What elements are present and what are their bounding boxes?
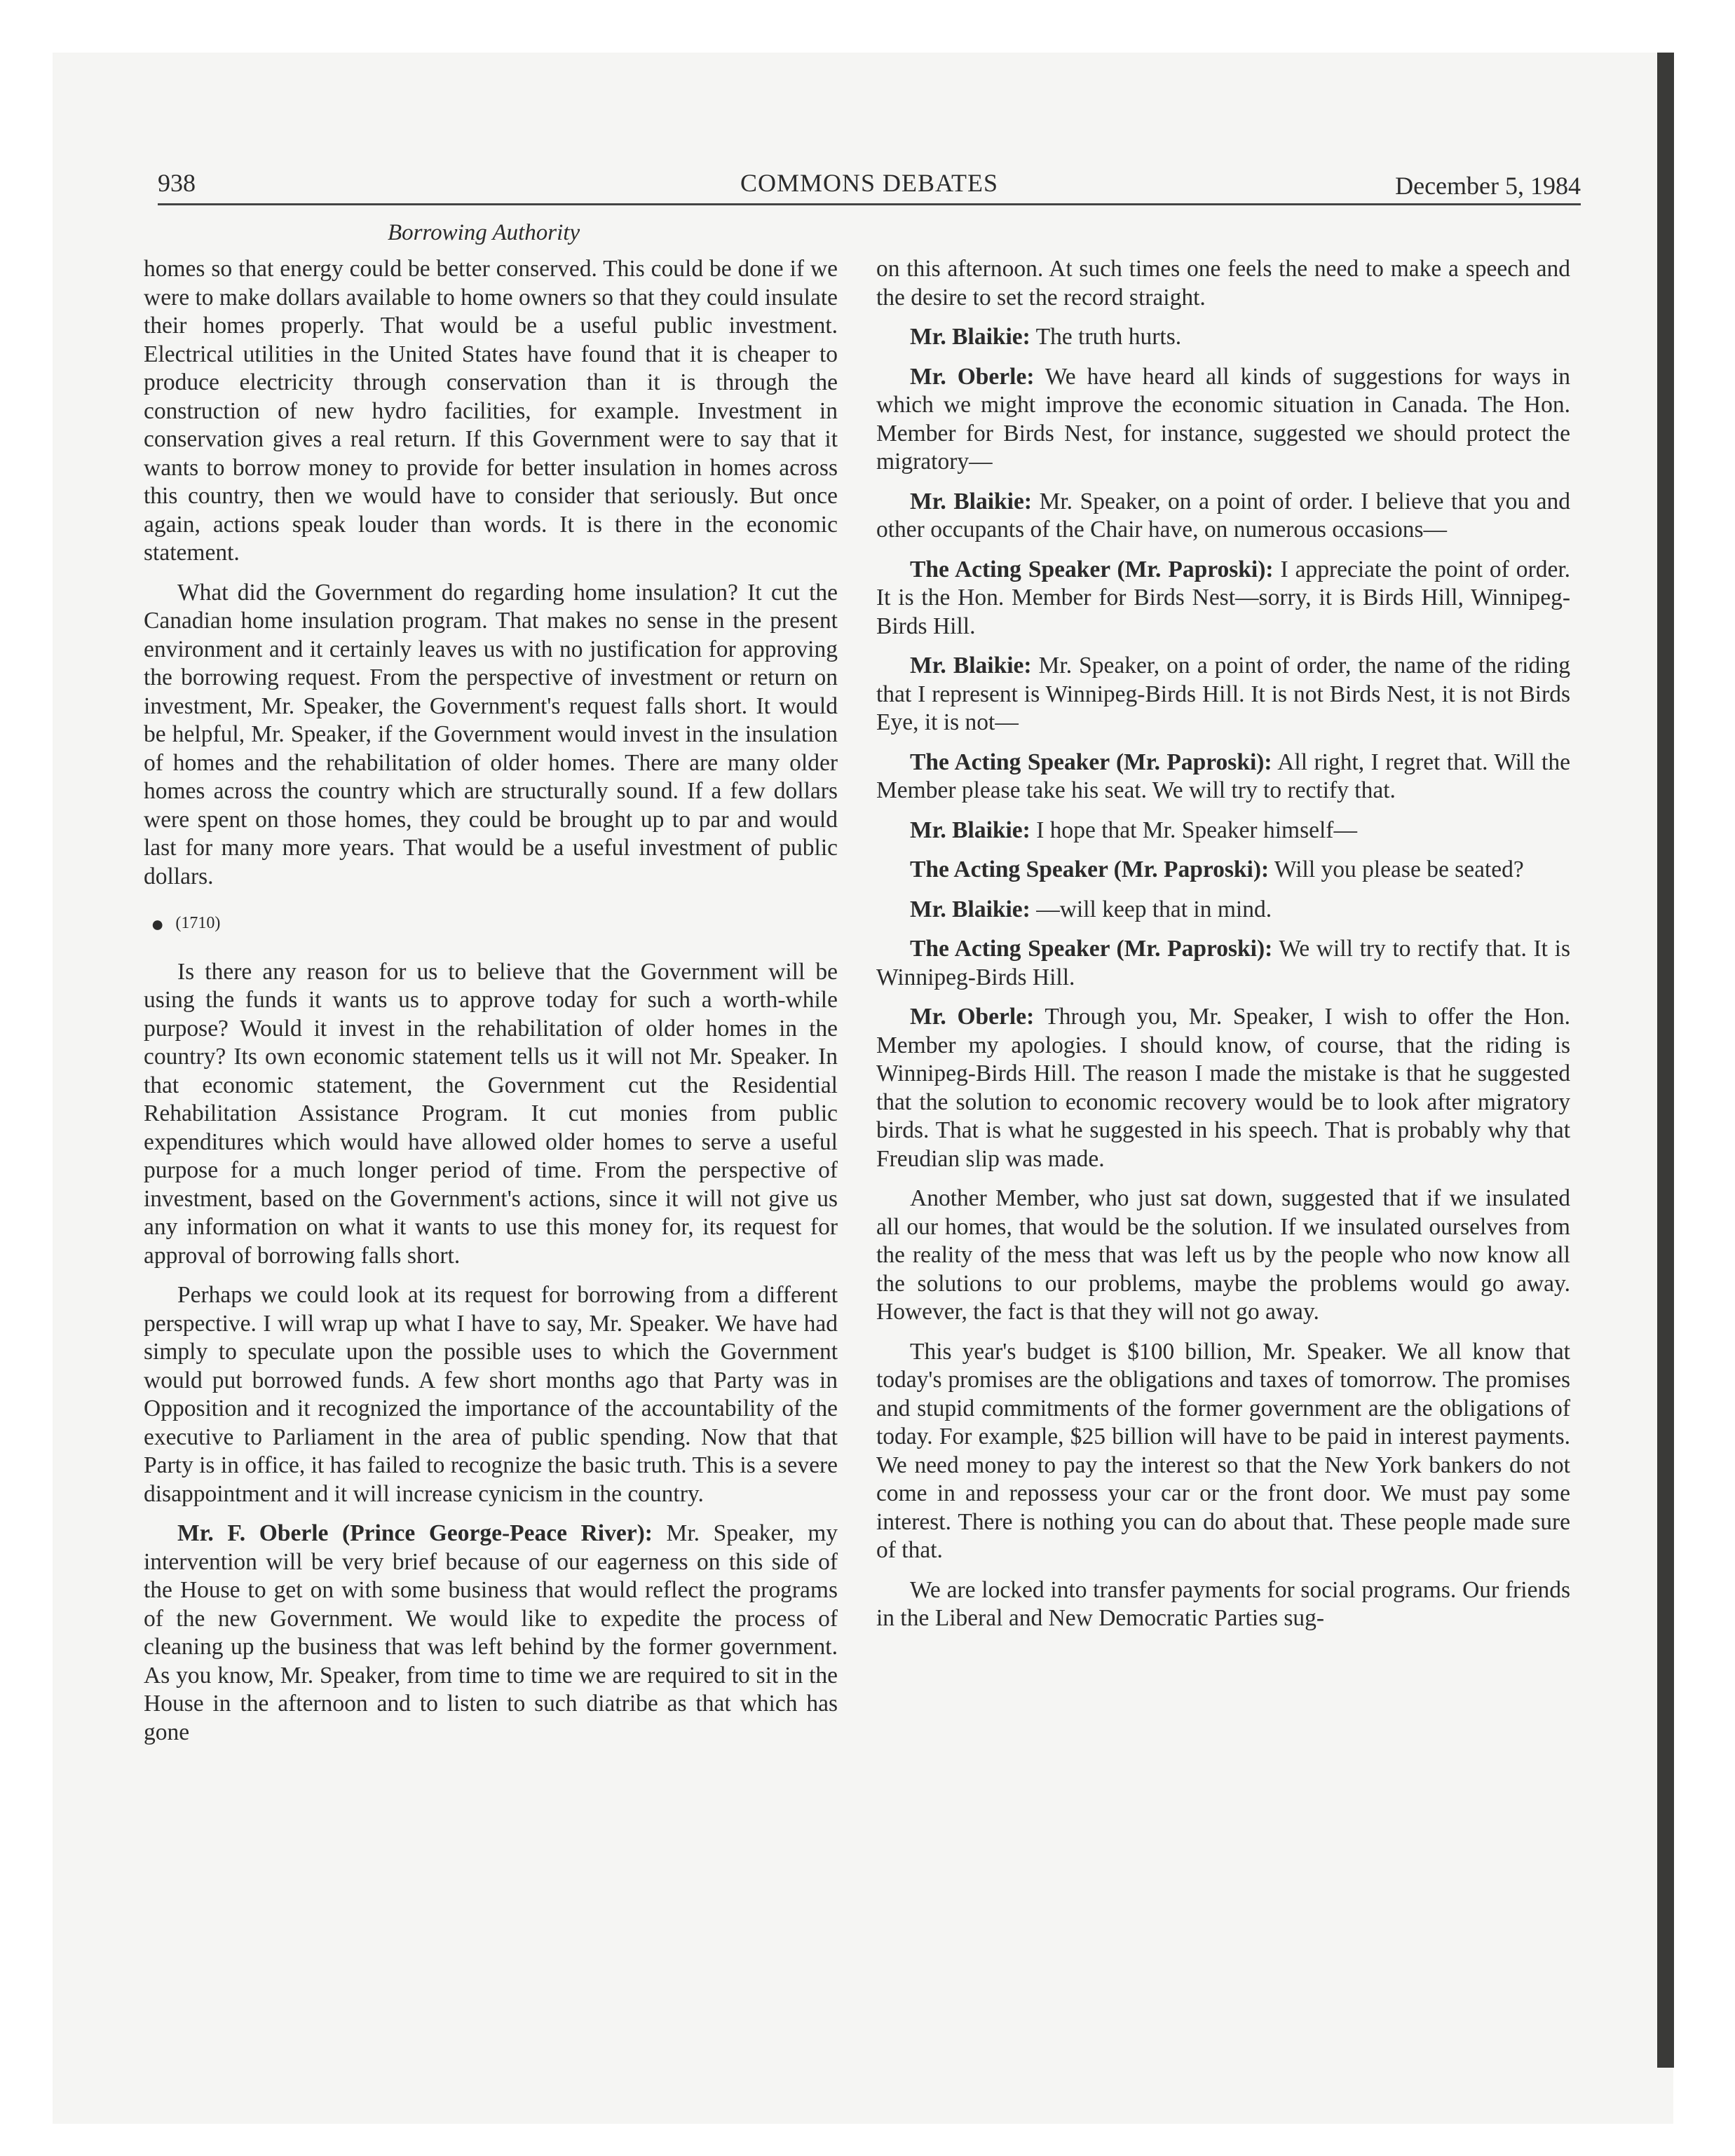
speech-paragraph bbox=[876, 488, 1570, 545]
left-column bbox=[144, 255, 838, 1758]
speaker-name: Mr. Oberle: bbox=[910, 363, 1035, 390]
speech-text: Mr. Speaker, on a point of order. I believe that you and other occupants of the Chair have, on numerous occasions— bbox=[876, 488, 1570, 543]
speaker-name: Mr. Blaikie: bbox=[910, 896, 1030, 922]
speech-paragraph bbox=[876, 749, 1570, 805]
bullet-icon: ● bbox=[151, 911, 165, 937]
speech-text: We have heard all kinds of suggestions for ways in which we might improve the economic situation in Canada. The Hon. Member for Birds Nest, for instance, suggested we should protect the migratory— bbox=[876, 363, 1570, 475]
speech-paragraph bbox=[876, 323, 1570, 352]
speech-text: The truth hurts. bbox=[1035, 324, 1182, 350]
speech-text: Mr. Speaker, my intervention will be very brief because of our eagerness on this side of the House to get on with some business that would reflect the programs of the new Government. We would like to expedite the process of cleaning up the business that was left behind by the former government. As you know, Mr. Speaker, from time to time we are required to sit in the House in the afternoon and to listen to such diatribe as that which has gone bbox=[144, 1520, 838, 1745]
paragraph: This year's budget is $100 billion, Mr. Speaker. We all know that today's promises are the obligations and taxes of tomorrow. The promises and stupid commitments of the former government are the obligations of today. For example, $25 billion will have to be paid in interest payments. We need money to pay the interest so that the New York bankers do not come in and repossess your car or the front door. We must pay some interest. There is nothing you can do about that. These people made sure of that. bbox=[876, 1338, 1570, 1563]
publication-date: December 5, 1984 bbox=[1395, 172, 1581, 200]
paragraph: What did the Government do regarding home insulation? It cut the Canadian home insulation program. That makes no sense in the present environment and it certainly leaves us with no justification for approving the borrowing request. From the perspective of investment or return on investment, Mr. Speaker, the Government's request falls short. It would be helpful, Mr. Speaker, if the Government would invest in the insulation of homes and the rehabilitation of older homes. There are many older homes across the country which are structurally sound. If a few dollars were spent on those homes, they could be brought up to par and would last for many more years. That would be a useful investment of public dollars. bbox=[144, 579, 838, 889]
right-column bbox=[876, 255, 1570, 1644]
page-header bbox=[158, 168, 1581, 203]
paragraph: Another Member, who just sat down, suggested that if we insulated all our homes, that would be the solution. If we insulated ourselves from the reality of the mess that was left us by the people who now know all the solutions to our problems, maybe the problems would go away. However, the fact is that they will not go away. bbox=[876, 1185, 1570, 1325]
speech-text: Will you please be seated? bbox=[1274, 857, 1524, 882]
paragraph: We are locked into transfer payments for social programs. Our friends in the Liberal and New Democratic Parties sug- bbox=[876, 1576, 1570, 1631]
speaker-name: The Acting Speaker (Mr. Paproski): bbox=[910, 749, 1272, 775]
speech-paragraph bbox=[876, 817, 1570, 845]
publication-title: COMMONS DEBATES bbox=[740, 169, 999, 197]
speech-paragraph bbox=[876, 1003, 1570, 1173]
speech-paragraph bbox=[876, 856, 1570, 885]
speech-paragraph bbox=[876, 935, 1570, 992]
paragraph: on this afternoon. At such times one feels the need to make a speech and the desire to set the record straight. bbox=[876, 256, 1570, 311]
speaker-name: Mr. Blaikie: bbox=[910, 324, 1030, 350]
paragraph: Perhaps we could look at its request for borrowing from a different perspective. I will wrap up what I have to say, Mr. Speaker. We have had simply to speculate upon the possible uses to which the Government would put borrowed funds. A few short months ago that Party was in Opposition and it recognized the importance of the accountability of the executive to Parliament in the area of public spending. Now that that Party is in office, it has failed to recognize the basic truth. This is a severe disappointment and it will increase cynicism in the country. bbox=[144, 1282, 838, 1507]
paragraph: homes so that energy could be better conserved. This could be done if we were to make dollars available to home owners so that they could insulate their homes properly. That would be a useful public investment. Electrical utilities in the United States have found that it is cheaper to produce electricity through conservation than it is through the construction of new hydro facilities, for example. Investment in conservation gives a real return. If this Government were to say that it wants to borrow money to provide for better insulation in homes across this country, then we would have to consider that seriously. But once again, actions speak louder than words. It is there in the economic statement. bbox=[144, 256, 838, 566]
speech-paragraph bbox=[144, 1520, 838, 1747]
page-number: 938 bbox=[158, 169, 196, 197]
speech-paragraph bbox=[876, 652, 1570, 737]
speaker-name: Mr. Blaikie: bbox=[910, 817, 1030, 843]
speech-text: We will try to rectify that. It is Winnipeg-Birds Hill. bbox=[876, 936, 1570, 990]
speech-text: All right, I regret that. Will the Member please take his seat. We will try to rectify that. bbox=[876, 749, 1570, 803]
paragraph: Is there any reason for us to believe that the Government will be using the funds it wants us to approve today for such a worth-while purpose? Would it invest in the rehabilitation of older homes in the country? Its own economic statement tells us it will not Mr. Speaker. In that economic statement, the Government cut the Residential Rehabilitation Assistance Program. It cut monies from public expenditures which would have allowed older homes to serve a useful purpose for a much longer period of time. From the perspective of investment, based on the Government's actions, since it will not give us any information on what it wants to use this money for, its request for approval of borrowing falls short. bbox=[144, 958, 838, 1269]
speaker-name: Mr. Blaikie: bbox=[910, 653, 1032, 678]
speech-paragraph bbox=[876, 363, 1570, 477]
speaker-name: The Acting Speaker (Mr. Paproski): bbox=[910, 857, 1270, 882]
header-rule bbox=[158, 203, 1581, 205]
speaker-name: The Acting Speaker (Mr. Paproski): bbox=[910, 936, 1273, 962]
speech-paragraph bbox=[876, 896, 1570, 925]
section-subheading: Borrowing Authority bbox=[388, 220, 580, 245]
speaker-name: Mr. F. Oberle (Prince George-Peace River): bbox=[177, 1520, 653, 1547]
speaker-name: The Acting Speaker (Mr. Paproski): bbox=[910, 556, 1274, 582]
time-marker bbox=[144, 909, 838, 939]
speech-text: Through you, Mr. Speaker, I wish to offer the Hon. Member my apologies. I should know, of course, that the riding is Winnipeg-Birds Hill. The reason I made the mistake is that he suggested that the solution to economic recovery would be to look after migratory birds. That is what he suggested in his speech. That is probably why that Freudian slip was made. bbox=[876, 1004, 1570, 1172]
speech-paragraph bbox=[876, 556, 1570, 641]
speech-text: I appreciate the point of order. It is the Hon. Member for Birds Nest—sorry, it is Birds Hill, Winnipeg-Birds Hill. bbox=[876, 556, 1570, 639]
time-marker-text: (1710) bbox=[175, 914, 221, 932]
speech-text: I hope that Mr. Speaker himself— bbox=[1036, 817, 1357, 843]
speaker-name: Mr. Oberle: bbox=[910, 1004, 1035, 1030]
page-edge-shadow bbox=[1657, 53, 1674, 2068]
speaker-name: Mr. Blaikie: bbox=[910, 488, 1033, 514]
speech-text: —will keep that in mind. bbox=[1036, 896, 1272, 922]
speech-text: Mr. Speaker, on a point of order, the name of the riding that I represent is Winnipeg-Birds Hill. It is not Birds Nest, it is not Birds Eye, it is not— bbox=[876, 653, 1571, 735]
